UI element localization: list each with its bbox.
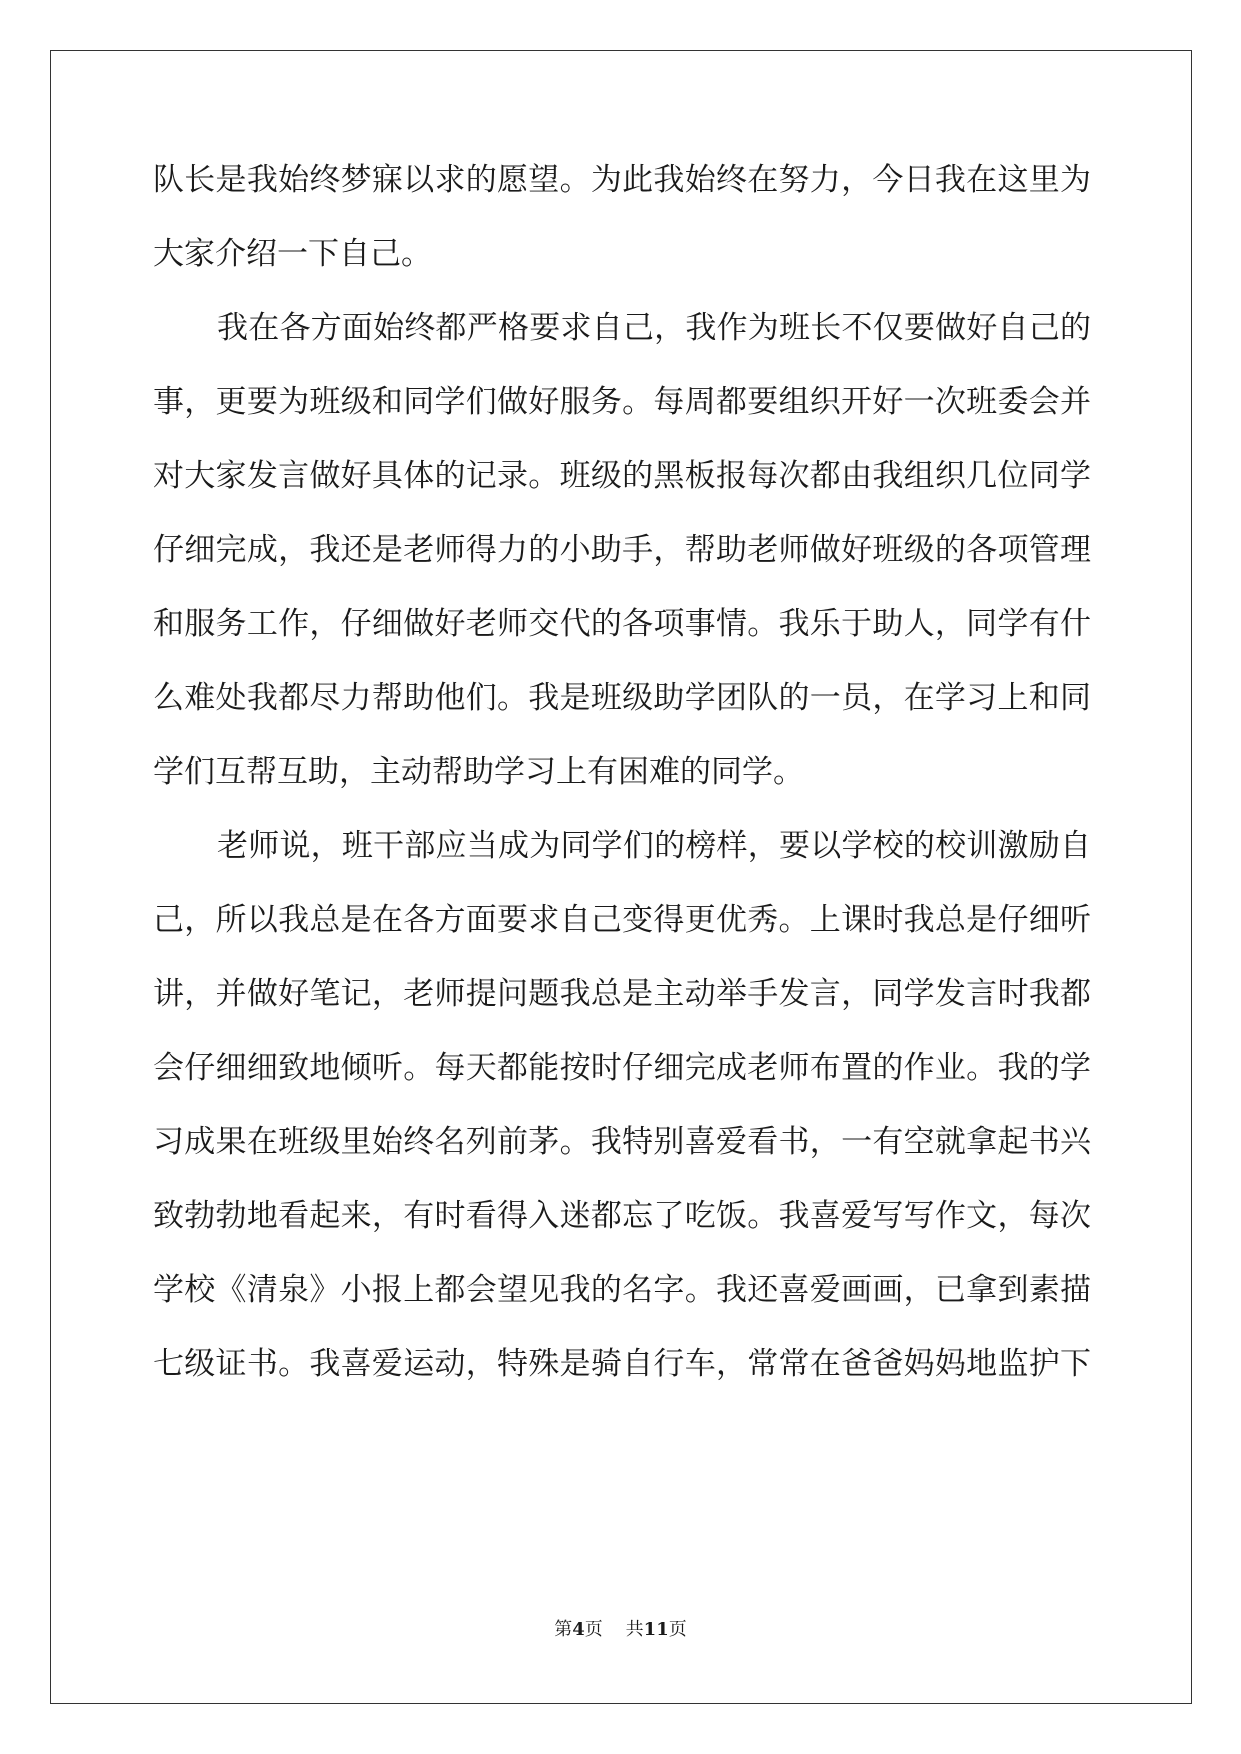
text-line: 事，更要为班级和同学们做好服务。每周都要组织开好一次班委会并 <box>153 384 1091 420</box>
paragraph-start-line: 我在各方面始终都严格要求自己，我作为班长不仅要做好自己的 <box>217 310 1091 346</box>
text-line: 己，所以我总是在各方面要求自己变得更优秀。上课时我总是仔细听 <box>153 902 1091 938</box>
text-line: 对大家发言做好具体的记录。班级的黑板报每次都由我组织几位同学 <box>153 458 1091 494</box>
text-line: 学们互帮互助，主动帮助学习上有困难的同学。 <box>153 754 804 790</box>
total-pages: 11 <box>643 1619 669 1640</box>
text-line: 么难处我都尽力帮助他们。我是班级助学团队的一员，在学习上和同 <box>153 680 1091 716</box>
total-suffix: 页 <box>668 1619 687 1640</box>
text-line: 队长是我始终梦寐以求的愿望。为此我始终在努力，今日我在这里为 <box>153 162 1091 198</box>
page-border <box>50 50 1192 1704</box>
text-line: 大家介绍一下自己。 <box>153 236 432 272</box>
text-line: 致勃勃地看起来，有时看得入迷都忘了吃饭。我喜爱写写作文，每次 <box>153 1198 1091 1234</box>
text-line: 习成果在班级里始终名列前茅。我特别喜爱看书，一有空就拿起书兴 <box>153 1124 1091 1160</box>
text-line: 会仔细细致地倾听。每天都能按时仔细完成老师布置的作业。我的学 <box>153 1050 1091 1086</box>
text-line: 和服务工作，仔细做好老师交代的各项事情。我乐于助人，同学有什 <box>153 606 1091 642</box>
page-footer <box>0 1618 1241 1642</box>
text-line: 仔细完成，我还是老师得力的小助手，帮助老师做好班级的各项管理 <box>153 532 1091 568</box>
total-prefix: 共 <box>625 1619 644 1640</box>
text-line: 七级证书。我喜爱运动，特殊是骑自行车，常常在爸爸妈妈地监护下 <box>153 1346 1091 1382</box>
page-prefix: 第 <box>554 1619 573 1640</box>
page-number: 4 <box>572 1619 585 1640</box>
text-line: 学校《清泉》小报上都会望见我的名字。我还喜爱画画，已拿到素描 <box>153 1272 1091 1308</box>
page-suffix: 页 <box>584 1619 603 1640</box>
text-line: 讲，并做好笔记，老师提问题我总是主动举手发言，同学发言时我都 <box>153 976 1091 1012</box>
paragraph-start-line: 老师说，班干部应当成为同学们的榜样，要以学校的校训激励自 <box>217 828 1091 864</box>
